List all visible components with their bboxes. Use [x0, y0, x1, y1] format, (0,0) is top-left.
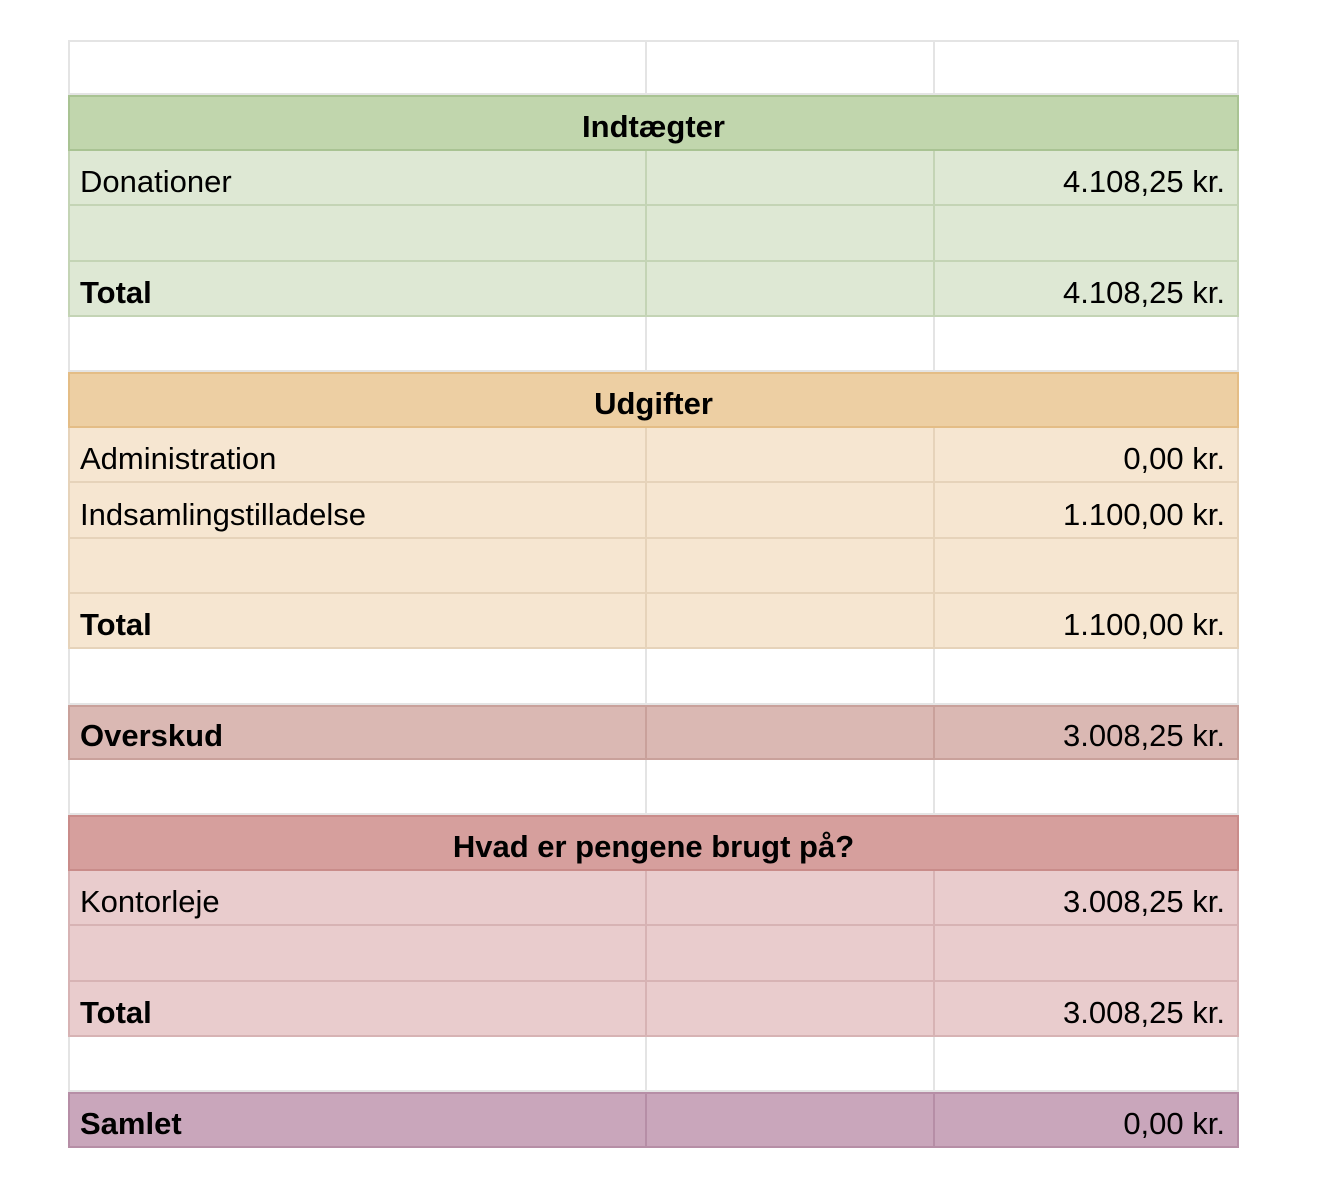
cell[interactable]: [935, 649, 1239, 704]
cell[interactable]: [647, 428, 935, 483]
cell[interactable]: [68, 760, 647, 815]
cell[interactable]: [647, 760, 935, 815]
usage-total-label[interactable]: Total: [68, 982, 647, 1037]
cell[interactable]: [935, 539, 1239, 594]
cell[interactable]: [647, 982, 935, 1037]
table-row: [68, 428, 1239, 483]
combined-row: [68, 1092, 1239, 1147]
cell[interactable]: [647, 926, 935, 981]
cell[interactable]: [647, 649, 935, 704]
cell[interactable]: [647, 1092, 935, 1147]
table-row-blank: [68, 760, 1239, 815]
cell[interactable]: [935, 760, 1239, 815]
income-label-cell[interactable]: Donationer: [68, 151, 647, 206]
usage-header-row: [68, 815, 1239, 870]
expenses-total-label[interactable]: Total: [68, 594, 647, 649]
expenses-header-row: [68, 372, 1239, 427]
cell[interactable]: [935, 40, 1239, 95]
combined-amount[interactable]: 0,00 kr.: [935, 1092, 1239, 1147]
combined-label[interactable]: Samlet: [68, 1092, 647, 1147]
cell[interactable]: [647, 705, 935, 760]
usage-header[interactable]: Hvad er pengene brugt på?: [68, 815, 1239, 870]
cell[interactable]: [935, 317, 1239, 372]
income-total-row: [68, 262, 1239, 317]
table-row-empty: [68, 206, 1239, 261]
usage-amount-cell[interactable]: 3.008,25 kr.: [935, 871, 1239, 926]
cell[interactable]: [935, 206, 1239, 261]
usage-total-amount[interactable]: 3.008,25 kr.: [935, 982, 1239, 1037]
cell[interactable]: [647, 40, 935, 95]
surplus-row: [68, 705, 1239, 760]
income-total-label[interactable]: Total: [68, 262, 647, 317]
income-total-amount[interactable]: 4.108,25 kr.: [935, 262, 1239, 317]
expenses-total-amount[interactable]: 1.100,00 kr.: [935, 594, 1239, 649]
cell[interactable]: [68, 649, 647, 704]
table-row-blank: [68, 317, 1239, 372]
table-row-empty: [68, 539, 1239, 594]
cell[interactable]: [68, 317, 647, 372]
table-row: [68, 151, 1239, 206]
cell[interactable]: [647, 539, 935, 594]
surplus-label[interactable]: Overskud: [68, 705, 647, 760]
income-header[interactable]: Indtægter: [68, 95, 1239, 150]
cell[interactable]: [647, 483, 935, 538]
expense-amount-cell[interactable]: 0,00 kr.: [935, 428, 1239, 483]
surplus-amount[interactable]: 3.008,25 kr.: [935, 705, 1239, 760]
cell[interactable]: [68, 206, 647, 261]
table-row-blank: [68, 1037, 1239, 1092]
expenses-header[interactable]: Udgifter: [68, 372, 1239, 427]
table-row-blank: [68, 649, 1239, 704]
usage-total-row: [68, 982, 1239, 1037]
cell[interactable]: [68, 926, 647, 981]
cell[interactable]: [68, 1037, 647, 1092]
expense-label-cell[interactable]: Indsamlingstilladelse: [68, 483, 647, 538]
cell[interactable]: [647, 594, 935, 649]
table-row-blank: [68, 40, 1239, 95]
cell[interactable]: [935, 1037, 1239, 1092]
cell[interactable]: [68, 539, 647, 594]
expense-label-cell[interactable]: Administration: [68, 428, 647, 483]
table-row-empty: [68, 926, 1239, 981]
cell[interactable]: [647, 206, 935, 261]
expenses-total-row: [68, 594, 1239, 649]
usage-label-cell[interactable]: Kontorleje: [68, 871, 647, 926]
budget-spreadsheet: [68, 40, 1239, 1148]
cell[interactable]: [647, 262, 935, 317]
cell[interactable]: [647, 151, 935, 206]
cell[interactable]: [647, 871, 935, 926]
cell[interactable]: [647, 317, 935, 372]
cell[interactable]: [647, 1037, 935, 1092]
expense-amount-cell[interactable]: 1.100,00 kr.: [935, 483, 1239, 538]
income-header-row: [68, 95, 1239, 150]
table-row: [68, 483, 1239, 538]
cell[interactable]: [68, 40, 647, 95]
table-row: [68, 871, 1239, 926]
cell[interactable]: [935, 926, 1239, 981]
income-amount-cell[interactable]: 4.108,25 kr.: [935, 151, 1239, 206]
